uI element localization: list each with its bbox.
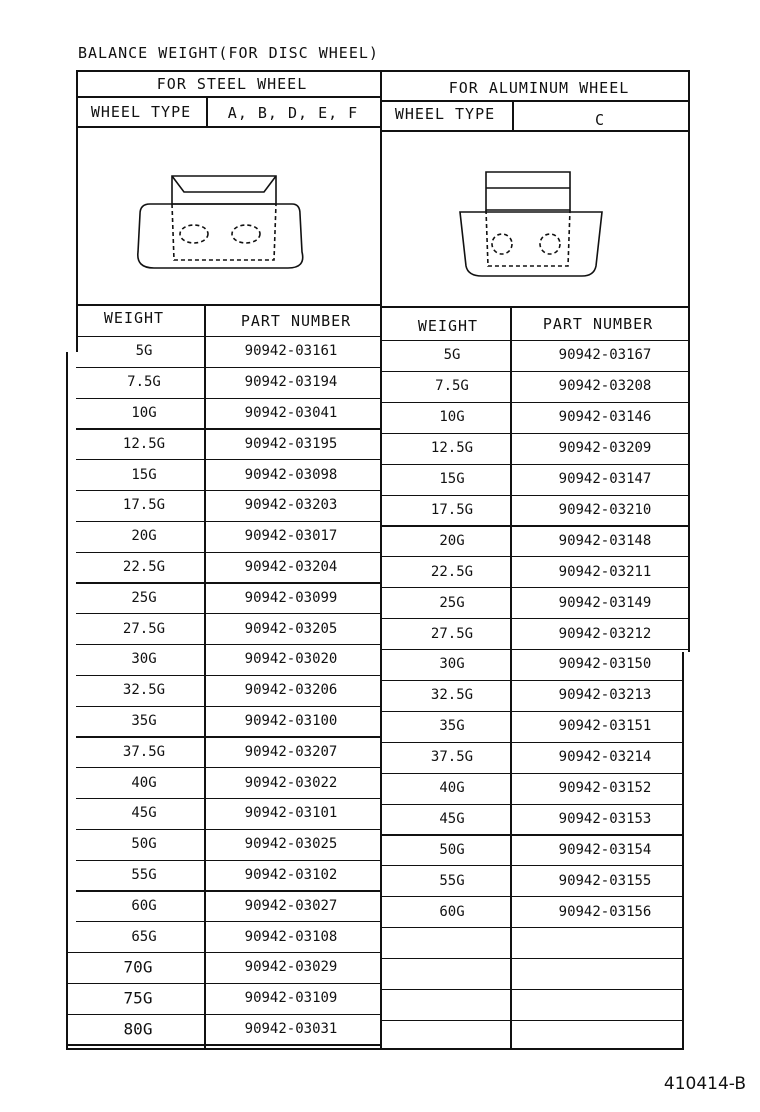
steel-part-number-cell: 90942-03022 <box>244 774 338 791</box>
alu-part-number-cell: 90942-03155 <box>558 872 652 889</box>
steel-weight-cell: 80G <box>123 1019 153 1039</box>
table-border-left <box>76 70 78 352</box>
steel-row-rule <box>76 890 382 891</box>
alu-row-rule <box>382 958 684 959</box>
alu-row-rule <box>382 804 684 805</box>
steel-part-number-cell: 90942-03205 <box>244 620 338 637</box>
steel-weight-cell: 32.5G <box>122 682 166 699</box>
steel-part-number-cell: 90942-03109 <box>244 990 338 1007</box>
steel-part-number-cell: 90942-03025 <box>244 836 338 853</box>
alu-part-number-cell: 90942-03214 <box>558 749 652 766</box>
alu-weight-cell: 15G <box>439 471 465 488</box>
alu-figure-rule <box>382 306 690 308</box>
steel-row-rule <box>76 490 382 491</box>
alu-part-number-cell: 90942-03210 <box>558 501 652 518</box>
alu-part-number-cell: 90942-03209 <box>558 440 652 457</box>
alu-row-rule <box>382 927 684 928</box>
steel-row-rule <box>76 336 382 337</box>
steel-row-rule <box>66 952 382 953</box>
steel-part-number-cell: 90942-03041 <box>244 405 338 421</box>
steel-weight-cell: 20G <box>131 528 157 545</box>
steel-part-number-cell: 90942-03031 <box>244 1021 338 1037</box>
alu-part-number-cell: 90942-03151 <box>558 718 652 735</box>
alu-header-rule <box>382 100 690 102</box>
steel-part-number-cell: 90942-03098 <box>244 466 338 483</box>
alu-row-rule <box>382 587 690 588</box>
section-divider <box>380 70 382 1050</box>
alu-weight-cell: 55G <box>439 872 465 889</box>
alu-row-rule <box>382 340 690 341</box>
steel-wheel-type-value: A, B, D, E, F <box>227 104 359 122</box>
steel-weight-cell: 55G <box>131 867 157 883</box>
alu-part-number-cell: 90942-03211 <box>558 563 652 580</box>
alu-row-rule <box>382 680 684 681</box>
alu-row-rule <box>382 865 684 866</box>
steel-part-number-cell: 90942-03203 <box>244 497 338 514</box>
steel-row-rule <box>76 860 382 861</box>
steel-weight-cell: 65G <box>131 928 157 945</box>
steel-row-rule <box>76 675 382 676</box>
alu-weight-cell: 12.5G <box>430 440 474 457</box>
alu-row-rule <box>382 649 690 650</box>
alu-part-number-cell: 90942-03208 <box>558 378 652 395</box>
steel-type-rule <box>78 126 382 128</box>
alu-part-number-cell: 90942-03149 <box>558 594 652 611</box>
steel-row-rule <box>76 767 382 768</box>
alu-part-number-cell: 90942-03156 <box>558 903 652 920</box>
alu-col-part: PART NUMBER <box>542 315 654 333</box>
steel-row-rule <box>76 398 382 399</box>
steel-weight-cell: 27.5G <box>122 620 166 637</box>
steel-part-number-cell: 90942-03101 <box>244 805 338 822</box>
alu-weight-cell: 35G <box>439 718 465 735</box>
steel-weight-cell: 60G <box>131 897 157 914</box>
table-border-right <box>688 70 690 652</box>
steel-part-number-cell: 90942-03194 <box>244 374 338 391</box>
steel-row-rule <box>76 582 382 583</box>
steel-weight-cell: 70G <box>123 957 153 977</box>
alu-part-number-cell: 90942-03213 <box>558 687 652 704</box>
steel-weight-illustration <box>130 168 310 278</box>
steel-row-rule <box>76 613 382 614</box>
steel-type-sep <box>206 96 208 126</box>
steel-row-rule <box>66 1014 382 1015</box>
steel-part-number-cell: 90942-03207 <box>244 743 338 760</box>
steel-row-rule <box>66 983 382 984</box>
steel-weight-cell: 7.5G <box>127 374 161 391</box>
alu-weight-cell: 30G <box>439 656 465 673</box>
alu-weight-cell: 17.5G <box>430 501 474 518</box>
steel-row-rule <box>76 798 382 799</box>
alu-col-weight: WEIGHT <box>417 317 479 335</box>
steel-weight-cell: 30G <box>131 651 157 668</box>
alu-weight-cell: 40G <box>439 780 465 797</box>
steel-weight-cell: 5G <box>135 343 153 360</box>
alu-row-rule <box>382 525 690 526</box>
alu-row-rule <box>382 1020 684 1021</box>
alu-wheel-type-value: C <box>594 111 606 129</box>
alu-weight-cell: 60G <box>439 903 465 920</box>
steel-weight-cell: 45G <box>131 805 157 822</box>
steel-row-rule <box>66 1044 382 1045</box>
alu-row-rule <box>382 834 684 835</box>
alu-part-number-cell: 90942-03152 <box>558 780 652 797</box>
alu-weight-cell: 45G <box>439 810 465 827</box>
alu-row-rule <box>382 742 684 743</box>
table-border-top <box>78 70 690 72</box>
steel-header: FOR STEEL WHEEL <box>156 75 308 93</box>
alu-row-rule <box>382 371 690 372</box>
alu-part-number-cell: 90942-03167 <box>558 347 652 364</box>
steel-part-number-cell: 90942-03108 <box>244 928 338 945</box>
steel-weight-cell: 10G <box>131 405 157 421</box>
steel-part-number-cell: 90942-03102 <box>244 867 338 883</box>
steel-weight-cell: 50G <box>131 836 157 853</box>
steel-row-rule <box>76 921 382 922</box>
steel-col-sep <box>204 304 206 1050</box>
steel-weight-cell: 12.5G <box>122 435 166 452</box>
alu-weight-cell: 7.5G <box>435 378 469 395</box>
steel-col-part: PART NUMBER <box>240 312 352 330</box>
alu-row-rule <box>382 896 684 897</box>
alu-part-number-cell: 90942-03154 <box>558 841 652 858</box>
steel-row-rule <box>76 367 382 368</box>
steel-weight-cell: 17.5G <box>122 497 166 514</box>
alu-row-rule <box>382 402 690 403</box>
alu-header: FOR ALUMINUM WHEEL <box>448 79 630 97</box>
table-border-bottom <box>66 1048 684 1050</box>
steel-figure-rule <box>76 304 382 306</box>
steel-part-number-cell: 90942-03029 <box>244 959 338 976</box>
steel-row-rule <box>76 706 382 707</box>
alu-part-number-cell: 90942-03146 <box>558 409 652 426</box>
steel-weight-cell: 15G <box>131 466 157 483</box>
steel-header-rule <box>78 96 382 98</box>
steel-row-rule <box>76 829 382 830</box>
alu-row-rule <box>382 711 684 712</box>
steel-part-number-cell: 90942-03017 <box>244 528 338 545</box>
steel-row-rule <box>76 459 382 460</box>
alu-row-rule <box>382 773 684 774</box>
steel-weight-cell: 40G <box>131 774 157 791</box>
steel-part-number-cell: 90942-03020 <box>244 651 338 668</box>
alu-row-rule <box>382 433 690 434</box>
steel-part-number-cell: 90942-03027 <box>244 897 338 914</box>
steel-part-number-cell: 90942-03204 <box>244 559 338 575</box>
alu-weight-cell: 5G <box>443 347 461 364</box>
steel-col-weight: WEIGHT <box>103 309 165 327</box>
steel-part-number-cell: 90942-03206 <box>244 682 338 699</box>
alu-weight-cell: 20G <box>439 532 465 549</box>
steel-weight-cell: 35G <box>131 713 157 729</box>
figure-code: 410414-B <box>663 1074 746 1094</box>
alu-part-number-cell: 90942-03150 <box>558 656 652 673</box>
alu-row-rule <box>382 989 684 990</box>
alu-type-sep <box>512 100 514 130</box>
alu-type-rule <box>382 130 690 132</box>
steel-row-rule <box>76 428 382 429</box>
steel-row-rule <box>76 521 382 522</box>
alu-row-rule <box>382 618 690 619</box>
steel-part-number-cell: 90942-03195 <box>244 435 338 452</box>
alu-row-rule <box>382 495 690 496</box>
alu-part-number-cell: 90942-03148 <box>558 532 652 549</box>
steel-weight-cell: 22.5G <box>122 559 166 575</box>
aluminum-weight-illustration <box>452 166 612 284</box>
steel-wheel-type-label: WHEEL TYPE <box>90 103 192 121</box>
steel-part-number-cell: 90942-03099 <box>244 589 338 606</box>
alu-weight-cell: 32.5G <box>430 687 474 704</box>
steel-weight-cell: 75G <box>123 988 153 1008</box>
alu-row-rule <box>382 464 690 465</box>
alu-part-number-cell: 90942-03153 <box>558 810 652 827</box>
alu-weight-cell: 50G <box>439 841 465 858</box>
alu-weight-cell: 25G <box>439 594 465 611</box>
alu-col-sep <box>510 306 512 1050</box>
table-border-left-lower <box>66 352 68 1050</box>
alu-weight-cell: 22.5G <box>430 563 474 580</box>
steel-part-number-cell: 90942-03161 <box>244 343 338 360</box>
steel-weight-cell: 37.5G <box>122 743 166 760</box>
page-title: BALANCE WEIGHT(FOR DISC WHEEL) <box>78 44 379 62</box>
steel-row-rule <box>76 552 382 553</box>
alu-part-number-cell: 90942-03147 <box>558 471 652 488</box>
alu-wheel-type-label: WHEEL TYPE <box>394 105 496 123</box>
alu-part-number-cell: 90942-03212 <box>558 625 652 642</box>
alu-weight-cell: 37.5G <box>430 749 474 766</box>
alu-weight-cell: 27.5G <box>430 625 474 642</box>
alu-weight-cell: 10G <box>439 409 465 426</box>
alu-row-rule <box>382 556 690 557</box>
steel-part-number-cell: 90942-03100 <box>244 713 338 729</box>
steel-row-rule <box>76 736 382 737</box>
steel-weight-cell: 25G <box>131 589 157 606</box>
steel-row-rule <box>76 644 382 645</box>
